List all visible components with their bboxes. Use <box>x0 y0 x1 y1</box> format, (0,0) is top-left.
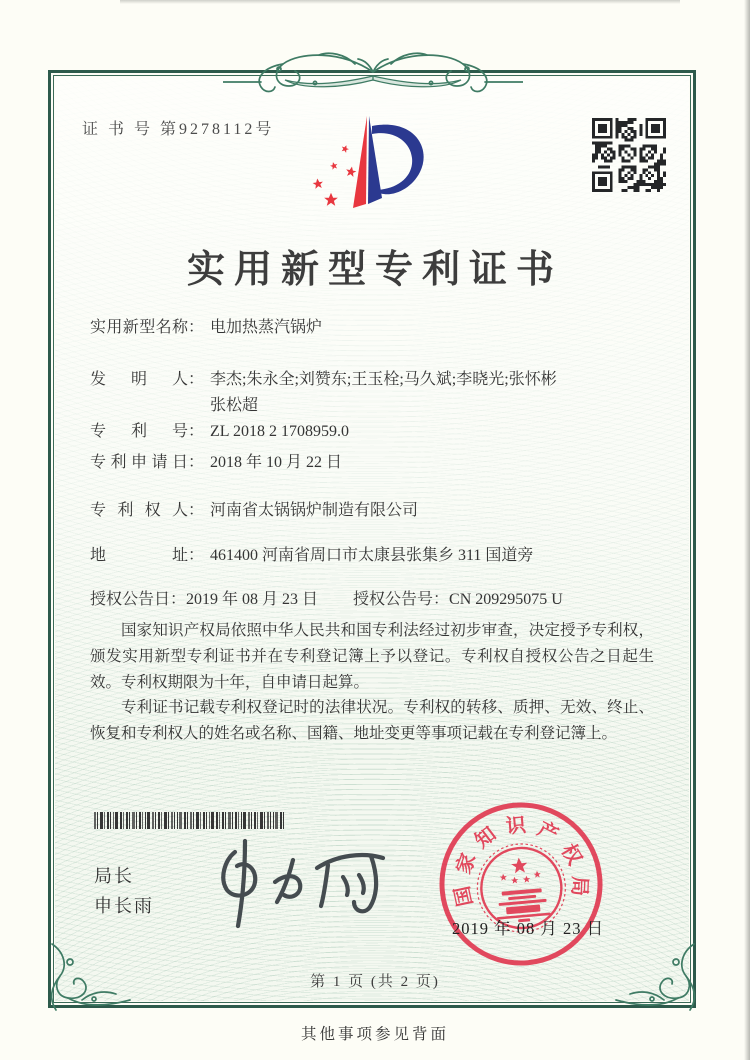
certificate-number: 证 书 号 第9278112号 <box>82 121 275 138</box>
svg-text:知: 知 <box>471 823 501 853</box>
svg-text:识: 识 <box>505 814 527 839</box>
legal-text <box>90 618 654 747</box>
field-value: ZL 2018 2 1708959.0 <box>210 423 349 440</box>
footer-note: 其他事项参见背面 <box>300 1026 449 1043</box>
field-row <box>90 498 660 524</box>
field-row <box>90 543 660 569</box>
field-colon: ： <box>188 547 205 564</box>
signature-handwriting-icon <box>205 836 405 931</box>
grant-date-value: 2019 年 08 月 23 日 <box>186 591 319 608</box>
field-row <box>90 315 660 341</box>
grant-row <box>90 587 660 613</box>
field-label: 专利号 <box>90 423 188 440</box>
signer-name: 申长雨 <box>94 896 154 916</box>
seal-date: 2019 年 08 月 23 日 <box>452 919 605 938</box>
field-label: 实用新型名称 <box>90 319 188 336</box>
svg-text:产: 产 <box>533 818 562 847</box>
scan-edge <box>744 0 750 1060</box>
field-row <box>90 419 660 445</box>
grant-no-value: CN 209295075 U <box>449 591 563 608</box>
field-colon: ： <box>188 371 205 388</box>
field-row <box>90 367 660 419</box>
grant-date-label: 授权公告日 <box>90 591 171 608</box>
scan-edge <box>120 0 680 4</box>
field-value: 电加热蒸汽锅炉 <box>210 319 323 336</box>
official-seal <box>421 784 621 984</box>
field-value: 李杰;朱永全;刘赞东;王玉栓;马久斌;李晓光;张怀彬 张松超 <box>210 371 557 414</box>
grant-date-colon: ： <box>170 591 187 608</box>
field-value: 2018 年 10 月 22 日 <box>210 454 343 471</box>
grant-no-label: 授权公告号 <box>353 591 434 608</box>
field-value: 461400 河南省周口市太康县张集乡 311 国道旁 <box>210 547 534 564</box>
page-indicator: 第 1 页 (共 2 页) <box>310 974 440 990</box>
field-label: 地址 <box>90 547 188 564</box>
field-colon: ： <box>188 502 205 519</box>
svg-text:局: 局 <box>567 875 591 897</box>
svg-text:国: 国 <box>451 883 478 909</box>
barcode <box>94 812 290 829</box>
field-label: 专利申请日 <box>90 454 188 471</box>
page-title: 实用新型专利证书 <box>186 249 563 291</box>
grant-no-colon: ： <box>433 591 450 608</box>
svg-text:家: 家 <box>452 850 481 878</box>
field-row <box>90 450 660 476</box>
field-label: 发明人 <box>90 371 188 388</box>
signer-title: 局长 <box>94 866 134 886</box>
body-paragraph-1: 国家知识产权局依照中华人民共和国专利法经过初步审查，决定授予专利权，颁发实用新型专利证书并在专利登记簿上予以登记。专利权自授权公告之日起生效。专利权期限为十年，自申请日起算。 <box>90 622 654 691</box>
body-paragraph-2: 专利证书记载专利权登记时的法律状况。专利权的转移、质押、无效、终止、恢复和专利权人的姓名或名称、国籍、地址变更等事项记载在专利登记簿上。 <box>90 699 654 743</box>
field-colon: ： <box>188 319 205 336</box>
field-colon: ： <box>188 423 205 440</box>
field-colon: ： <box>188 454 205 471</box>
svg-text:权: 权 <box>556 840 586 869</box>
field-value: 河南省太锅锅炉制造有限公司 <box>210 502 419 519</box>
field-label: 专利权人 <box>90 502 188 519</box>
